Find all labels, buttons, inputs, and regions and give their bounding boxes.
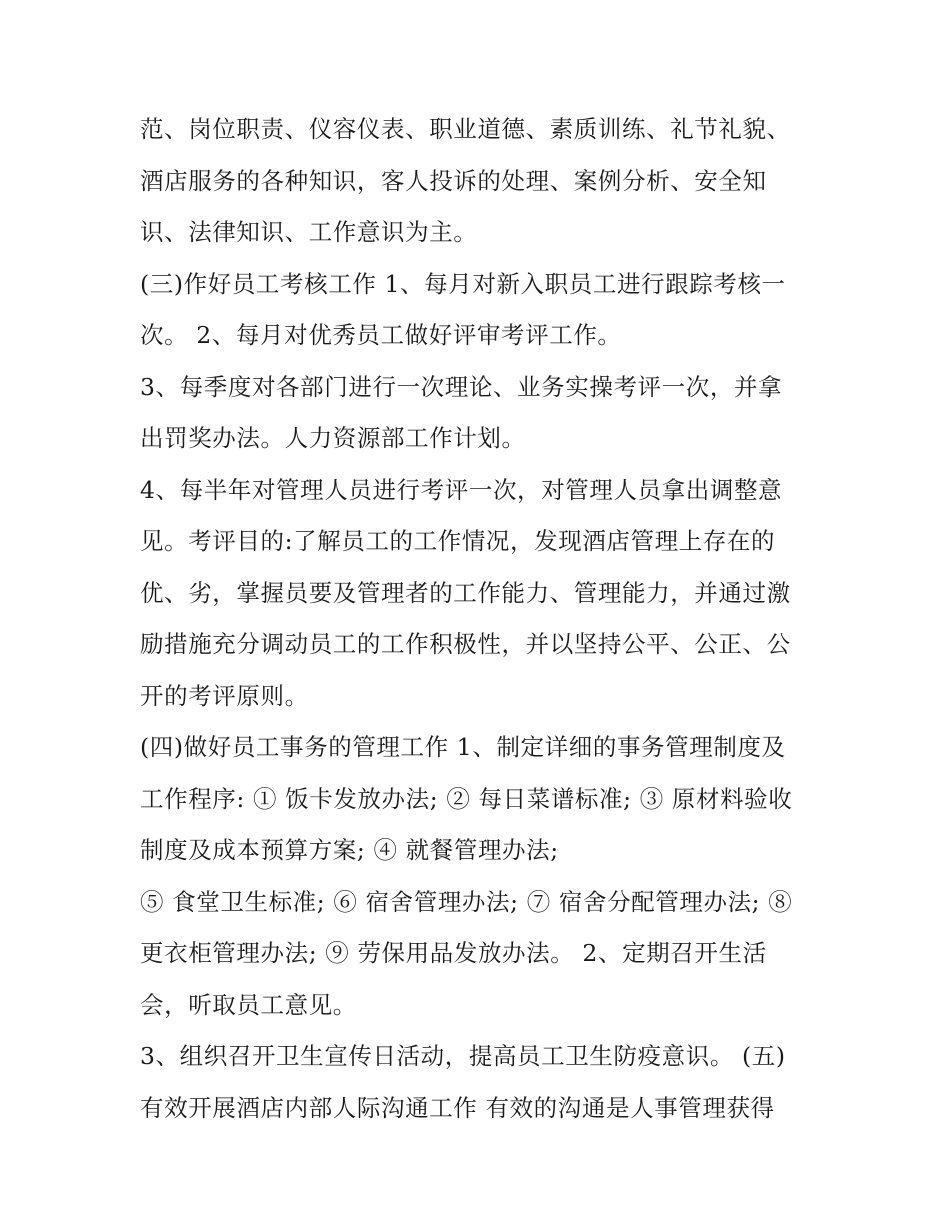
text-line: ⑤ 食堂卫生标准; ⑥ 宿舍管理办法; ⑦ 宿舍分配管理办法; ⑧ (140, 887, 793, 916)
text-line: 出罚奖办法。人力资源部工作计划。 (140, 424, 526, 452)
text-line: 3、组织召开卫生宣传日活动，提高员工卫生防疫意识。 (五) (140, 1042, 786, 1070)
text-line: 优、劣，掌握员要及管理者的工作能力、管理能力，并通过激 (140, 578, 791, 607)
text-line: 3、每季度对各部门进行一次理论、业务实操考评一次，并拿 (140, 372, 783, 401)
text-line: 会，听取员工意见。 (140, 990, 357, 1019)
text-line: 制度及成本预算方案; ④ 就餐管理办法; (140, 836, 559, 864)
text-line: 开的考评原则。 (140, 681, 309, 710)
text-line: 识、法律知识、工作意识为主。 (140, 218, 478, 246)
text-line: 工作程序: ① 饭卡发放办法; ② 每日菜谱标准; ③ 原材料验收 (140, 784, 793, 813)
body-text (140, 104, 820, 1134)
text-line: (四)做好员工事务的管理工作 1、制定详细的事务管理制度及 (140, 733, 786, 761)
text-line: 酒店服务的各种知识，客人投诉的处理、案例分析、安全知 (140, 166, 767, 195)
text-line: 范、岗位职责、仪容仪表、职业道德、素质训练、礼节礼貌、 (140, 115, 791, 143)
text-line: (三)作好员工考核工作 1、每月对新入职员工进行跟踪考核一 (140, 269, 786, 298)
text-line: 励措施充分调动员工的工作积极性，并以坚持公平、公正、公 (140, 630, 791, 658)
text-line: 次。 2、每月对优秀员工做好评审考评工作。 (140, 321, 622, 349)
text-line: 4、每半年对管理人员进行考评一次，对管理人员拿出调整意 (140, 475, 783, 504)
text-line: 有效开展酒店内部人际沟通工作 有效的沟通是人事管理获得 (140, 1093, 775, 1122)
text-line: 更衣柜管理办法; ⑨ 劳保用品发放办法。 2、定期召开生活 (140, 939, 767, 967)
text-line: 见。考评目的:了解员工的工作情况，发现酒店管理上存在的 (140, 527, 776, 555)
